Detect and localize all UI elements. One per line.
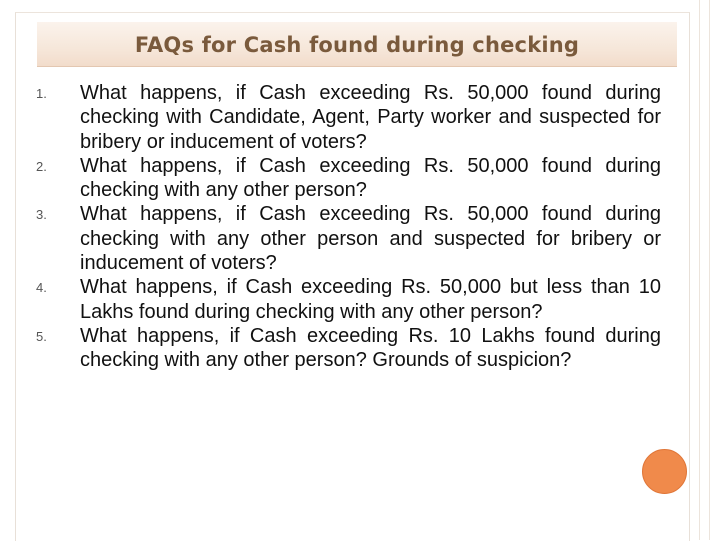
faq-item <box>36 81 661 154</box>
faq-list <box>36 81 661 373</box>
faq-item-text: What happens, if Cash exceeding Rs. 50,000 found during checking with Candidate, Agent, Party worker and suspected for bribery or inducement of voters? <box>80 82 661 153</box>
faq-item <box>36 275 661 324</box>
faq-item-text: What happens, if Cash exceeding Rs. 50,000 found during checking with any other person and suspected for bribery or inducement of voters? <box>80 203 661 275</box>
slide-title: FAQs for Cash found during checking <box>134 33 580 57</box>
faq-item-number: 3. <box>36 207 47 223</box>
decorative-circle <box>642 449 687 494</box>
faq-item <box>36 154 661 203</box>
decorative-edge-lines <box>688 0 720 540</box>
faq-item-text: What happens, if Cash exceeding Rs. 10 Lakhs found during checking with any other person? Grounds of suspicion? <box>80 324 661 372</box>
faq-item-text: What happens, if Cash exceeding Rs. 50,000 but less than 10 Lakhs found during checking with any other person? <box>80 276 661 323</box>
faq-item-number: 1. <box>36 86 47 101</box>
faq-item-number: 4. <box>36 280 47 296</box>
faq-item-number: 5. <box>36 328 47 344</box>
faq-item <box>36 324 661 373</box>
faq-item-number: 2. <box>36 158 47 174</box>
faq-item <box>36 202 661 275</box>
faq-item-text: What happens, if Cash exceeding Rs. 50,000 found during checking with any other person? <box>80 154 661 202</box>
